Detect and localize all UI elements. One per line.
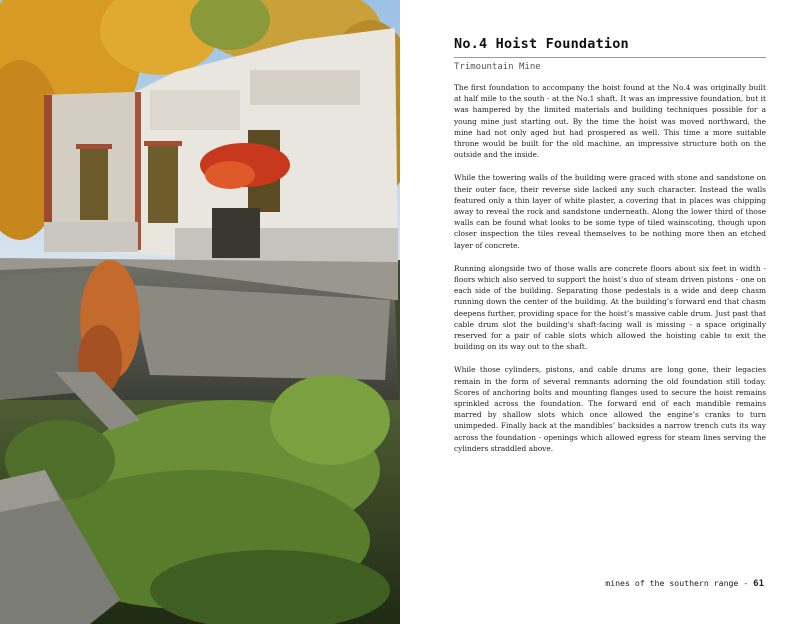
paragraph-4: While those cylinders, pistons, and cable drums are long gone, their legacies remain in the form of several remnants adorning the old foundation still today. Scores of anchoring bolts and mounting flanges used to secure the hoist remains sprinkled across the foundation. The forward end of each mandible remains marred by shallow slots which once allowed the engine’s cranks to turn unimpeded. Finally back at the mandibles’ backsides a narrow trench cuts its way across the foundation - openings which allowed egress for steam lines serving the cylinders straddled above. (454, 365, 766, 453)
paragraph-3: Running alongside two of those walls are concrete floors about six feet in width - floors which also served to support the hoist’s duo of steam driven pistons - one on each side of the building. Separating those pedestals is a wide and deep chasm running down the center of the building. At the building’s forward end that chasm deepens further, providing space for the hoist’s massive cable drum. Just past that cable drum slot the building’s shaft-facing wall is missing - a space originally reserved for a pair of cable slots which allowed the hoisting cable to exit the building on its way out to the shaft. (454, 263, 766, 352)
paragraph-2: While the towering walls of the building were graced with stone and sandstone on their outer face, their reverse side lacked any such character. Instead the walls featured only a thin layer of white plaster, a covering that in places was chipping away to reveal the rock and sandstone underneath. Along the lower third of those walls can be found what looks to be some type of tiled wainscoting, though upon closer inspection the tiles reveal themselves to be nothing more then an etched layer of concrete. (454, 173, 766, 250)
running-title: mines of the southern range - (605, 578, 749, 588)
text-page (400, 0, 800, 624)
page-number: 61 (753, 579, 764, 589)
title-rule (454, 57, 766, 58)
article-body (454, 82, 766, 466)
page-subtitle: Trimountain Mine (454, 62, 541, 72)
page-title: No.4 Hoist Foundation (454, 36, 629, 52)
page-footer (605, 578, 764, 589)
paragraph-1: The first foundation to accompany the hoist found at the No.4 was originally built at half mile to the south - at the No.1 shaft. It was an impressive foundation, but it was hampered by the limited materials and building techniques possible for a young mine just starting out. By the time the hoist was moved northward, the mine had not only aged but had prospered as well. This time a more suitable throne would be built for the old machine, an impressive structure both on the outside and the inside. (454, 83, 766, 160)
